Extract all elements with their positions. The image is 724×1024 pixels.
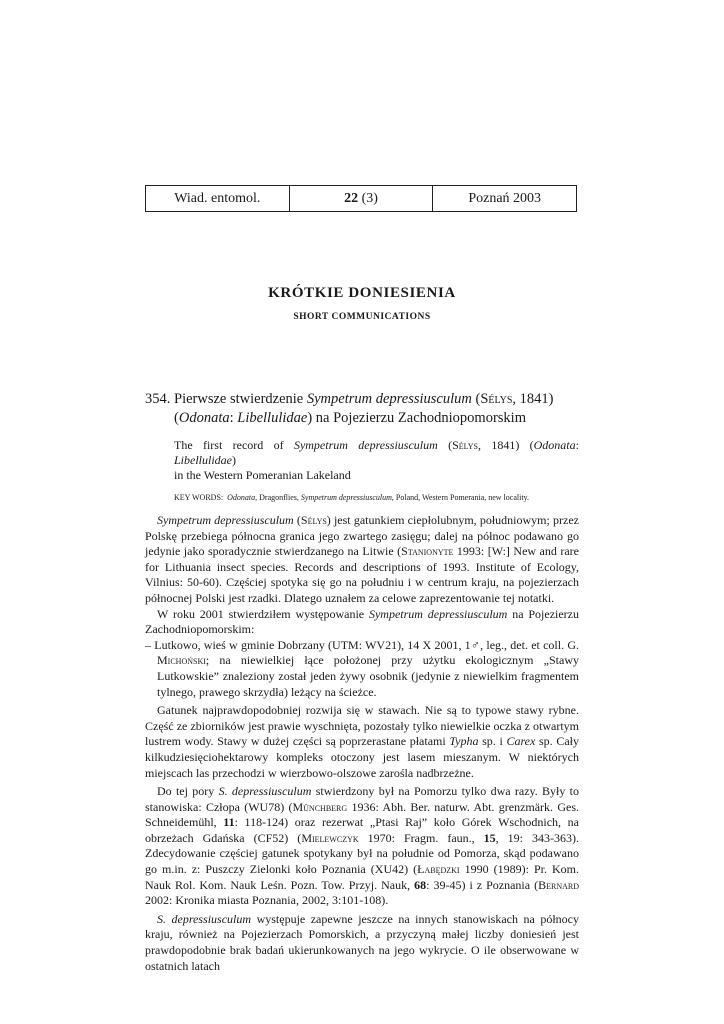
paragraph-2: W roku 2001 stwierdziłem występowanie Sympetrum depressiusculum na Pojezierzu Zachodniopomorskim: — [145, 606, 579, 637]
volume-issue — [289, 186, 433, 211]
paragraph-4: Do tej pory S. depressiusculum stwierdzony był na Pomorzu tylko dwa razy. Były to stanowiska: Człopa (WU78) (Münchberg 1936: Abh. Ber. naturw. Abt. grenzmärk. Ges. Schneidemühl, 11: 118-124) oraz rezerwat „Ptasi Raj” koło Górek Wschodnich, na obrzeżach Gdańska (CF52) (Mielewczyk 1970: Fragm. faun., 15, 19: 343-363). Zdecydowanie częściej gatunek spotykany był na południe od Pomorza, skąd podawano go m.in. z: Puszczy Zielonki koło Poznania (XU42) (Łabędzki 1990 (1989): Pr. Kom. Nauk Rol. Kom. Nauk Leśn. Pozn. Tow. Przyj. Nauk, 68: 39-45) i z Poznania (Bernard 2002: Kronika miasta Poznania, 2002, 3:101-108). — [145, 784, 580, 908]
paragraph-5: S. depressiusculum występuje zapewne jeszcze na innych stanowiskach na północy kraju, również na Pojezierzach Pomorskich, a przyczyną małej liczby doniesień jest prawdopodobnie brak badań ukierunkowanych na jego wykrycie. O ile obserwowane w ostatnich latach — [145, 911, 580, 973]
keywords-label: KEY WORDS: — [174, 493, 224, 502]
journal-header-box — [145, 185, 577, 212]
paragraph-1: Sympetrum depressiusculum (Sélys) jest gatunkiem ciepłolubnym, południowym; przez Polskę przebiega północna granica jego zwartego zasięgu; dalej na północ podawano go jedynie jako sporadycznie stwierdzanego na Litwie (Stanionyte 1993: [W:] New and rare for Lithuania insect species. Records and descriptions of 1993. Institute of Ecology, Vilnius: 50-60). Częściej spotyka się go na południu i w centrum kraju, na pojezierzach północnej Polski jest rzadki. Dlatego uznałem za celowe zaprezentowanie tej notatki. — [145, 513, 580, 605]
section-subtitle: SHORT COMMUNICATIONS — [293, 312, 431, 322]
article-body — [145, 513, 579, 974]
article-number: 354. — [145, 391, 171, 407]
author-name: Sélys — [480, 391, 513, 407]
paragraph-3: Gatunek najprawdopodobniej rozwija się w stawach. Nie są to typowe stawy rybne. Część ze zbiorników jest prawie wyschnięta, pozostały tylko niewielkie oczka z otwartym lustrem wody. Stawy w dużej części są poprzerastane płatami Typha sp. i Carex sp. Cały kilkudziesięciohektarowy kompleks otoczony jest lasem mieszanym. W niektórych miejscach las przechodzi w wierzbowo-olszowe zarośla nadbrzeżne. — [145, 703, 579, 780]
place-year: Poznań 2003 — [432, 186, 576, 211]
species-name: Sympetrum depressiusculum — [306, 391, 472, 407]
issue-number: (3) — [361, 190, 378, 206]
volume-number: 22 — [344, 190, 359, 206]
article-title-en: The first record of Sympetrum depressiusculum (Sélys, 1841) (Odonata: Libellulidae) in the Western Pomeranian Lakeland — [174, 438, 579, 482]
article-title-pl: 354. Pierwsze stwierdzenie Sympetrum depressiusculum (Sélys, 1841) (Odonata: Libellulidae) na Pojezierzu Zachodniopomorskim — [145, 391, 554, 426]
article — [145, 390, 579, 974]
record-list-item: – Lutkowo, wieś w gminie Dobrzany (UTM: WV21), 14 X 2001, 1♂, leg., det. et coll. G. Michoński; na niewielkiej łące położonej przy użytku ekologicznym „Stawy Lutkowskie” znaleziony został jeden żywy osobnik (jedynie z niewielkim fragmentem tylnego, prawego skrzydła) leżący na ścieżce. — [145, 637, 579, 699]
section-title: KRÓTKIE DONIESIENIA — [268, 285, 456, 301]
keywords: KEY WORDS: Odonata, Dragonflies, Sympetrum depressiusculum, Poland, Western Pomerania, new locality. — [174, 493, 530, 502]
journal-name: Wiad. entomol. — [174, 190, 261, 206]
